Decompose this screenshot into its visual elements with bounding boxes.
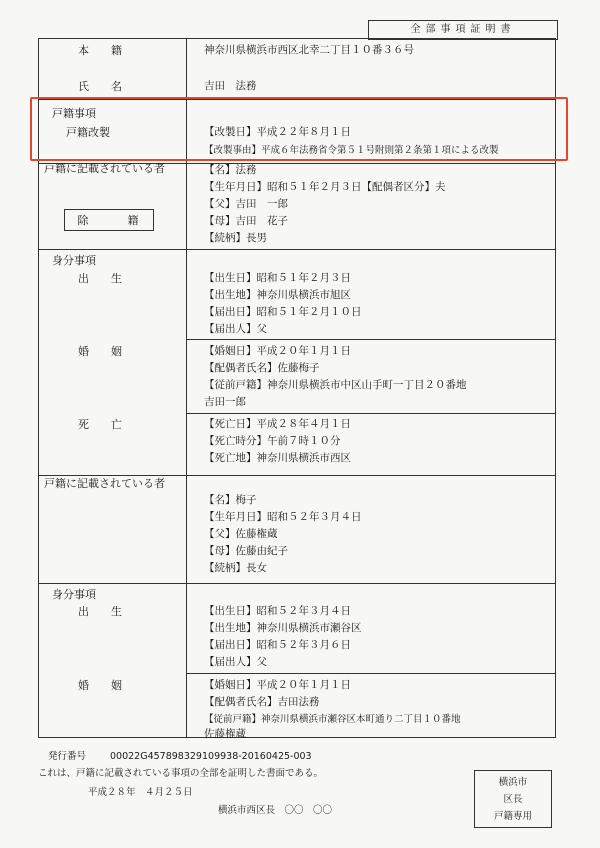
issue-date: 平成２８年 ４月２５日 <box>88 787 193 798</box>
person2-mother: 【母】佐藤由紀子 <box>204 545 288 557</box>
death-label: 死 亡 <box>78 418 122 431</box>
birth-label: 出 生 <box>78 605 122 618</box>
person1-marriage-line: 吉田一郎 <box>204 396 246 408</box>
person1-birth-line: 【出生地】神奈川県横浜市旭区 <box>204 289 351 301</box>
person1-father: 【父】吉田 一郎 <box>204 198 288 210</box>
entry-divider <box>186 673 556 674</box>
person2-father: 【父】佐藤権蔵 <box>204 528 278 540</box>
official-seal-box <box>474 770 552 828</box>
person-listed-label: 戸籍に記載されている者 <box>44 162 165 175</box>
birth-label: 出 生 <box>78 272 122 285</box>
person2-given-name: 【名】梅子 <box>204 494 257 506</box>
issue-number-label: 発行番号 <box>48 751 87 762</box>
section-divider <box>38 475 556 476</box>
highlight-annotation <box>30 97 568 161</box>
seal-line: 戸籍専用 <box>493 811 532 822</box>
person2-marriage-line: 【従前戸籍】神奈川県横浜市瀬谷区本町通り二丁目１０番地 <box>204 714 461 725</box>
person1-birth-line: 【届出日】昭和５１年２月１０日 <box>204 306 362 318</box>
personal-matters-label: 身分事項 <box>52 254 96 267</box>
section-divider <box>38 249 556 250</box>
revision-date: 【改製日】平成２２年８月１日 <box>204 126 351 138</box>
person1-birthdate: 【生年月日】昭和５１年２月３日【配偶者区分】夫 <box>204 181 446 193</box>
issue-number: 00022G457898329109938-20160425-003 <box>110 751 312 762</box>
section-divider <box>38 583 556 584</box>
marriage-label: 婚 姻 <box>78 679 122 692</box>
person2-birth-line: 【届出日】昭和５２年３月６日 <box>204 639 351 651</box>
person2-birth-line: 【届出人】父 <box>204 656 267 668</box>
person1-marriage-line: 【従前戸籍】神奈川県横浜市中区山手町一丁目２０番地 <box>204 379 467 391</box>
certification-statement: これは、戸籍に記載されている事項の全部を証明した書面である。 <box>38 768 324 779</box>
entry-divider <box>186 339 556 340</box>
seal-line: 区長 <box>503 794 523 805</box>
seal-line: 横浜市 <box>498 777 528 788</box>
domicile-value: 神奈川県横浜市西区北幸二丁目１０番３６号 <box>204 44 414 56</box>
person1-mother: 【母】吉田 花子 <box>204 215 288 227</box>
person1-birth-line: 【出生日】昭和５１年２月３日 <box>204 272 351 284</box>
revision-reason: 【改製事由】平成６年法務省令第５１号附則第２条第１項による改製 <box>204 145 499 156</box>
personal-matters-label: 身分事項 <box>52 588 96 601</box>
person1-death-line: 【死亡時分】午前７時１０分 <box>204 435 341 447</box>
family-register-matters-label: 戸籍事項 <box>52 107 96 120</box>
person1-death-line: 【死亡日】平成２８年４月１日 <box>204 418 351 430</box>
document-title: 全部事項証明書 <box>368 20 558 40</box>
person-listed-label: 戸籍に記載されている者 <box>44 477 165 490</box>
person1-given-name: 【名】法務 <box>204 164 257 176</box>
marriage-label: 婚 姻 <box>78 345 122 358</box>
person1-death-line: 【死亡地】神奈川県横浜市西区 <box>204 452 351 464</box>
person2-relation: 【続柄】長女 <box>204 562 267 574</box>
person1-birth-line: 【届出人】父 <box>204 323 267 335</box>
domicile-label: 本 籍 <box>78 44 122 57</box>
name-value: 吉田 法務 <box>204 80 257 92</box>
issuer-signature: 横浜市西区長 〇〇 〇〇 <box>218 805 333 816</box>
person1-marriage-line: 【配偶者氏名】佐藤梅子 <box>204 362 320 374</box>
person2-birth-line: 【出生日】昭和５２年３月４日 <box>204 605 351 617</box>
person2-marriage-line: 【配偶者氏名】吉田法務 <box>204 696 320 708</box>
person2-birthdate: 【生年月日】昭和５２年３月４日 <box>204 511 362 523</box>
person1-relation: 【続柄】長男 <box>204 232 267 244</box>
name-label: 氏 名 <box>78 80 122 93</box>
register-revision-label: 戸籍改製 <box>66 126 110 139</box>
entry-divider <box>186 413 556 414</box>
removed-status-box: 除 籍 <box>64 209 154 231</box>
person2-marriage-line: 佐藤権蔵 <box>204 728 246 740</box>
person2-marriage-line: 【婚姻日】平成２０年１月１日 <box>204 679 351 691</box>
person2-birth-line: 【出生地】神奈川県横浜市瀬谷区 <box>204 622 362 634</box>
person1-marriage-line: 【婚姻日】平成２０年１月１日 <box>204 345 351 357</box>
